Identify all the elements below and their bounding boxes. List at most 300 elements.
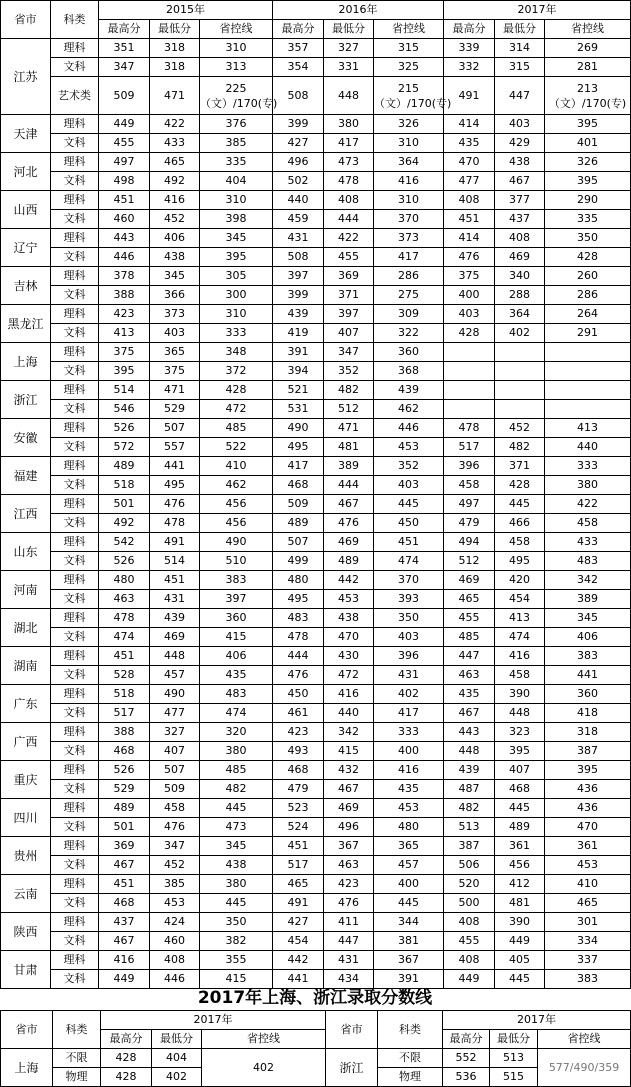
control-line-cell: 305 xyxy=(200,267,273,286)
control-line-cell: 456 xyxy=(200,495,273,514)
min-score-cell: 458 xyxy=(495,533,545,552)
max-score-cell: 451 xyxy=(99,647,150,666)
min-score-cell xyxy=(495,362,545,381)
max-score-cell: 476 xyxy=(273,666,324,685)
min-score-cell: 478 xyxy=(150,514,200,533)
min-score-cell: 318 xyxy=(150,39,200,58)
max-score-cell: 408 xyxy=(444,913,495,932)
category-header: 科类 xyxy=(51,1,99,39)
min-score-cell: 445 xyxy=(495,799,545,818)
category-cell: 理科 xyxy=(51,39,99,58)
max-score-cell: 483 xyxy=(273,609,324,628)
category-cell: 物理 xyxy=(53,1068,101,1087)
control-line-cell: 433 xyxy=(545,533,631,552)
control-line-cell: 465 xyxy=(545,894,631,913)
control-line-cell: 418 xyxy=(545,704,631,723)
min-score-cell: 476 xyxy=(324,894,374,913)
category-cell: 理科 xyxy=(51,799,99,818)
max-score-cell: 449 xyxy=(99,115,150,134)
min-score-cell: 407 xyxy=(150,742,200,761)
max-score-cell: 431 xyxy=(273,229,324,248)
min-score-cell: 447 xyxy=(324,932,374,951)
max-score-cell: 455 xyxy=(444,932,495,951)
control-line-cell: 335 xyxy=(200,153,273,172)
table-row xyxy=(1,818,631,837)
control-line-cell: 389 xyxy=(545,590,631,609)
control-line-cell: 333 xyxy=(374,723,444,742)
max-score-cell: 517 xyxy=(99,704,150,723)
max-score-cell: 435 xyxy=(444,134,495,153)
category-cell: 理科 xyxy=(51,951,99,970)
max-score-cell: 399 xyxy=(273,286,324,305)
province-cell: 贵州 xyxy=(1,837,51,875)
province-cell: 山东 xyxy=(1,533,51,571)
control-line-cell: 450 xyxy=(374,514,444,533)
table-row xyxy=(1,381,631,400)
min-score-cell: 515 xyxy=(490,1068,538,1087)
control-line-cell: 310 xyxy=(200,39,273,58)
max-score-cell: 357 xyxy=(273,39,324,58)
max-score-cell: 526 xyxy=(99,552,150,571)
max-score-cell: 387 xyxy=(444,837,495,856)
max-score-cell xyxy=(444,381,495,400)
control-line-cell: 395 xyxy=(545,115,631,134)
control-line-cell: 490 xyxy=(200,533,273,552)
category-cell: 文科 xyxy=(51,172,99,191)
max-score-cell: 507 xyxy=(273,533,324,552)
max-score-cell: 467 xyxy=(99,932,150,951)
min-score-cell: 472 xyxy=(324,666,374,685)
category-cell: 理科 xyxy=(51,533,99,552)
min-score-cell: 402 xyxy=(152,1068,202,1087)
min-score-cell: 444 xyxy=(324,476,374,495)
max-score-cell: 451 xyxy=(99,191,150,210)
control-line-cell: 387 xyxy=(545,742,631,761)
max-score-cell: 442 xyxy=(273,951,324,970)
control-line-cell: 438 xyxy=(200,856,273,875)
max-score-cell: 375 xyxy=(444,267,495,286)
max-score-cell: 449 xyxy=(99,970,150,989)
min-score-cell: 331 xyxy=(324,58,374,77)
min-score-cell: 495 xyxy=(495,552,545,571)
table-row xyxy=(1,666,631,685)
max-score-cell: 496 xyxy=(273,153,324,172)
control-line-cell: 360 xyxy=(200,609,273,628)
max-score-cell: 447 xyxy=(444,647,495,666)
min-score-cell: 390 xyxy=(495,913,545,932)
min-score-cell: 445 xyxy=(495,495,545,514)
min-score-cell: 366 xyxy=(150,286,200,305)
max-score-cell: 500 xyxy=(444,894,495,913)
min-score-cell: 416 xyxy=(324,685,374,704)
province-cell: 浙江 xyxy=(1,381,51,419)
min-score-cell: 495 xyxy=(150,476,200,495)
min-score-cell: 469 xyxy=(324,533,374,552)
control-line-cell: 383 xyxy=(545,970,631,989)
max-score-cell: 354 xyxy=(273,58,324,77)
control-line-cell: 310 xyxy=(374,134,444,153)
min-score-cell: 407 xyxy=(495,761,545,780)
control-line-cell: 445 xyxy=(374,495,444,514)
category-cell: 文科 xyxy=(51,400,99,419)
max-score-cell: 423 xyxy=(99,305,150,324)
max-score-cell: 478 xyxy=(444,419,495,438)
max-score-cell: 489 xyxy=(99,799,150,818)
province-cell: 甘肃 xyxy=(1,951,51,989)
control-line-cell: 333 xyxy=(545,457,631,476)
max-score-cell: 428 xyxy=(444,324,495,343)
control-line-cell: 326 xyxy=(374,115,444,134)
control-line-cell: 410 xyxy=(545,875,631,894)
table-row xyxy=(1,856,631,875)
control-line-cell: 462 xyxy=(200,476,273,495)
control-line-cell: 334 xyxy=(545,932,631,951)
control-line-cell: 440 xyxy=(545,438,631,457)
min-score-cell: 481 xyxy=(495,894,545,913)
max-score-cell: 460 xyxy=(99,210,150,229)
year-2017-header: 2017年 xyxy=(101,1011,326,1030)
category-cell: 文科 xyxy=(51,248,99,267)
min-score-cell: 314 xyxy=(495,39,545,58)
category-cell: 文科 xyxy=(51,514,99,533)
table-row xyxy=(1,514,631,533)
control-line-cell: 286 xyxy=(374,267,444,286)
min-score-cell: 474 xyxy=(495,628,545,647)
min-score-cell: 467 xyxy=(495,172,545,191)
min-score-cell: 439 xyxy=(150,609,200,628)
category-cell: 文科 xyxy=(51,58,99,77)
max-score-cell: 451 xyxy=(273,837,324,856)
max-score-cell: 459 xyxy=(273,210,324,229)
max-score-cell: 490 xyxy=(273,419,324,438)
control-line-cell: 395 xyxy=(200,248,273,267)
min-score-cell: 509 xyxy=(150,780,200,799)
table-row xyxy=(1,343,631,362)
control-line-cell: 355 xyxy=(200,951,273,970)
min-score-cell: 476 xyxy=(150,495,200,514)
province-cell: 福建 xyxy=(1,457,51,495)
category-cell: 理科 xyxy=(51,115,99,134)
control-line-cell: 281 xyxy=(545,58,631,77)
min-score-cell: 407 xyxy=(324,324,374,343)
category-cell: 理科 xyxy=(51,647,99,666)
min-score-cell: 489 xyxy=(495,818,545,837)
max-score-cell: 400 xyxy=(444,286,495,305)
control-line-cell: 360 xyxy=(374,343,444,362)
min-score-cell: 377 xyxy=(495,191,545,210)
category-header: 科类 xyxy=(378,1011,443,1049)
category-cell: 文科 xyxy=(51,704,99,723)
max-score-cell: 501 xyxy=(99,818,150,837)
province-cell: 湖北 xyxy=(1,609,51,647)
max-score-cell: 465 xyxy=(273,875,324,894)
min-score-cell: 445 xyxy=(495,970,545,989)
min-score-cell: 466 xyxy=(495,514,545,533)
min-score-cell: 318 xyxy=(150,58,200,77)
max-score-cell: 491 xyxy=(444,77,495,115)
control-line-cell: 404 xyxy=(200,172,273,191)
table-row xyxy=(1,134,631,153)
control-line-cell: 337 xyxy=(545,951,631,970)
min-score-cell: 434 xyxy=(324,970,374,989)
min-score-cell: 467 xyxy=(324,780,374,799)
max-score-cell: 443 xyxy=(444,723,495,742)
min-score-cell: 380 xyxy=(324,115,374,134)
max-score-cell: 524 xyxy=(273,818,324,837)
category-cell: 理科 xyxy=(51,609,99,628)
category-header: 科类 xyxy=(53,1011,101,1049)
control-line-cell: 470 xyxy=(545,818,631,837)
min-score-cell: 460 xyxy=(150,932,200,951)
table-row xyxy=(1,875,631,894)
max-score-cell: 444 xyxy=(273,647,324,666)
min-score-cell: 463 xyxy=(324,856,374,875)
min-score-cell: 431 xyxy=(150,590,200,609)
min-score-cell: 471 xyxy=(150,77,200,115)
max-score-cell: 416 xyxy=(99,951,150,970)
table-row xyxy=(1,761,631,780)
control-line-cell: 483 xyxy=(545,552,631,571)
control-line-cell: 318 xyxy=(545,723,631,742)
col-max: 最高分 xyxy=(101,1030,152,1049)
max-score-cell: 521 xyxy=(273,381,324,400)
col-line: 省控线 xyxy=(200,20,273,39)
max-score-cell: 441 xyxy=(273,970,324,989)
category-cell: 文科 xyxy=(51,628,99,647)
min-score-cell: 482 xyxy=(324,381,374,400)
category-cell: 理科 xyxy=(51,913,99,932)
min-score-cell: 416 xyxy=(150,191,200,210)
control-line-cell: 325 xyxy=(374,58,444,77)
category-cell: 文科 xyxy=(51,362,99,381)
min-score-cell: 441 xyxy=(150,457,200,476)
table-row xyxy=(1,191,631,210)
control-line-cell: 260 xyxy=(545,267,631,286)
control-line-cell: 403 xyxy=(374,476,444,495)
max-score-cell: 514 xyxy=(99,381,150,400)
min-score-cell: 512 xyxy=(324,400,374,419)
control-line-cell: 435 xyxy=(200,666,273,685)
category-cell: 理科 xyxy=(51,267,99,286)
table-row xyxy=(1,58,631,77)
min-score-cell: 478 xyxy=(324,172,374,191)
table-row xyxy=(1,305,631,324)
max-score-cell: 399 xyxy=(273,115,324,134)
control-line-cell: 482 xyxy=(200,780,273,799)
max-score-cell: 489 xyxy=(99,457,150,476)
category-cell: 文科 xyxy=(51,438,99,457)
min-score-cell: 469 xyxy=(495,248,545,267)
max-score-cell: 502 xyxy=(273,172,324,191)
max-score-cell: 461 xyxy=(273,704,324,723)
province-cell: 河南 xyxy=(1,571,51,609)
max-score-cell: 470 xyxy=(444,153,495,172)
control-line-cell: 395 xyxy=(545,761,631,780)
max-score-cell: 440 xyxy=(273,191,324,210)
max-score-cell: 474 xyxy=(99,628,150,647)
category-cell: 文科 xyxy=(51,552,99,571)
max-score-cell: 439 xyxy=(444,761,495,780)
category-cell: 文科 xyxy=(51,286,99,305)
table-row xyxy=(1,77,631,115)
table-row xyxy=(1,590,631,609)
category-cell: 不限 xyxy=(53,1049,101,1068)
min-score-cell: 440 xyxy=(324,704,374,723)
max-score-cell: 517 xyxy=(444,438,495,457)
category-cell: 理科 xyxy=(51,723,99,742)
table-row xyxy=(1,400,631,419)
table-row xyxy=(1,476,631,495)
control-line-cell: 264 xyxy=(545,305,631,324)
control-line-cell: 225（文）/170(专) xyxy=(200,77,273,115)
min-score-cell: 458 xyxy=(150,799,200,818)
min-score-cell: 364 xyxy=(495,305,545,324)
control-line-cell: 315 xyxy=(374,39,444,58)
max-score-cell: 375 xyxy=(99,343,150,362)
min-score-cell: 323 xyxy=(495,723,545,742)
control-line-cell xyxy=(545,400,631,419)
min-score-cell: 467 xyxy=(324,495,374,514)
max-score-cell: 552 xyxy=(443,1049,490,1068)
control-line-cell: 402 xyxy=(374,685,444,704)
control-line-cell: 441 xyxy=(545,666,631,685)
control-line-cell: 344 xyxy=(374,913,444,932)
max-score-cell: 468 xyxy=(99,894,150,913)
min-score-cell: 288 xyxy=(495,286,545,305)
min-score-cell: 347 xyxy=(324,343,374,362)
category-cell: 理科 xyxy=(51,495,99,514)
min-score-cell: 406 xyxy=(150,229,200,248)
control-line-cell: 333 xyxy=(200,324,273,343)
min-score-cell: 529 xyxy=(150,400,200,419)
table-row xyxy=(1,210,631,229)
min-score-cell: 469 xyxy=(324,799,374,818)
col-min: 最低分 xyxy=(490,1030,538,1049)
min-score-cell: 481 xyxy=(324,438,374,457)
province-cell: 吉林 xyxy=(1,267,51,305)
max-score-cell: 480 xyxy=(273,571,324,590)
col-min: 最低分 xyxy=(150,20,200,39)
min-score-cell: 402 xyxy=(495,324,545,343)
min-score-cell: 424 xyxy=(150,913,200,932)
min-score-cell: 482 xyxy=(495,438,545,457)
control-line-cell: 435 xyxy=(374,780,444,799)
control-line-cell: 269 xyxy=(545,39,631,58)
table-row xyxy=(1,39,631,58)
province-cell: 四川 xyxy=(1,799,51,837)
max-score-cell: 485 xyxy=(444,628,495,647)
control-line-cell: 391 xyxy=(374,970,444,989)
table-row xyxy=(1,780,631,799)
control-line-cell: 310 xyxy=(200,305,273,324)
min-score-cell: 367 xyxy=(324,837,374,856)
max-score-cell: 395 xyxy=(99,362,150,381)
min-score-cell: 408 xyxy=(495,229,545,248)
control-line-cell: 480 xyxy=(374,818,444,837)
min-score-cell: 430 xyxy=(324,647,374,666)
control-line-cell: 350 xyxy=(374,609,444,628)
province-cell: 重庆 xyxy=(1,761,51,799)
min-score-cell: 413 xyxy=(495,609,545,628)
control-line-cell: 472 xyxy=(200,400,273,419)
province-header: 省市 xyxy=(1,1011,53,1049)
col-min: 最低分 xyxy=(152,1030,202,1049)
category-cell: 理科 xyxy=(51,837,99,856)
min-score-cell: 470 xyxy=(324,628,374,647)
max-score-cell: 509 xyxy=(99,77,150,115)
min-score-cell: 489 xyxy=(324,552,374,571)
min-score-cell: 437 xyxy=(495,210,545,229)
min-score-cell: 456 xyxy=(495,856,545,875)
max-score-cell: 468 xyxy=(273,476,324,495)
control-line-cell: 345 xyxy=(200,837,273,856)
control-line-cell: 342 xyxy=(545,571,631,590)
control-line-cell: 322 xyxy=(374,324,444,343)
max-score-cell: 427 xyxy=(273,913,324,932)
col-line: 省控线 xyxy=(374,20,444,39)
min-score-cell: 403 xyxy=(495,115,545,134)
table-row xyxy=(1,799,631,818)
max-score-cell: 391 xyxy=(273,343,324,362)
min-score-cell: 369 xyxy=(324,267,374,286)
province-cell: 云南 xyxy=(1,875,51,913)
max-score-cell: 526 xyxy=(99,419,150,438)
min-score-cell: 446 xyxy=(150,970,200,989)
table-row xyxy=(1,837,631,856)
category-cell: 文科 xyxy=(51,894,99,913)
min-score-cell: 455 xyxy=(324,248,374,267)
max-score-cell: 546 xyxy=(99,400,150,419)
max-score-cell: 478 xyxy=(273,628,324,647)
province-cell: 广西 xyxy=(1,723,51,761)
max-score-cell: 518 xyxy=(99,476,150,495)
control-line-cell: 380 xyxy=(200,742,273,761)
control-line-cell: 428 xyxy=(200,381,273,400)
min-score-cell: 345 xyxy=(150,267,200,286)
min-score-cell: 453 xyxy=(150,894,200,913)
max-score-cell: 498 xyxy=(99,172,150,191)
control-line-cell: 473 xyxy=(200,818,273,837)
min-score-cell: 453 xyxy=(324,590,374,609)
control-line-cell: 368 xyxy=(374,362,444,381)
max-score-cell: 451 xyxy=(444,210,495,229)
province-cell: 上海 xyxy=(1,343,51,381)
max-score-cell: 497 xyxy=(444,495,495,514)
control-line-cell: 485 xyxy=(200,419,273,438)
min-score-cell: 452 xyxy=(150,210,200,229)
max-score-cell: 508 xyxy=(273,248,324,267)
table-row xyxy=(1,457,631,476)
max-score-cell: 467 xyxy=(444,704,495,723)
min-score-cell: 422 xyxy=(324,229,374,248)
min-score-cell: 473 xyxy=(324,153,374,172)
control-line-cell: 275 xyxy=(374,286,444,305)
control-line-cell: 382 xyxy=(200,932,273,951)
table-row xyxy=(1,609,631,628)
year-2017-header: 2017年 xyxy=(444,1,631,20)
province-cell: 广东 xyxy=(1,685,51,723)
control-line-cell: 416 xyxy=(374,172,444,191)
control-line-cell: 400 xyxy=(374,875,444,894)
col-max: 最高分 xyxy=(99,20,150,39)
category-cell: 文科 xyxy=(51,742,99,761)
min-score-cell: 371 xyxy=(324,286,374,305)
category-cell: 理科 xyxy=(51,457,99,476)
min-score-cell: 365 xyxy=(150,343,200,362)
max-score-cell: 369 xyxy=(99,837,150,856)
max-score-cell: 495 xyxy=(273,590,324,609)
control-line-cell: 326 xyxy=(545,153,631,172)
